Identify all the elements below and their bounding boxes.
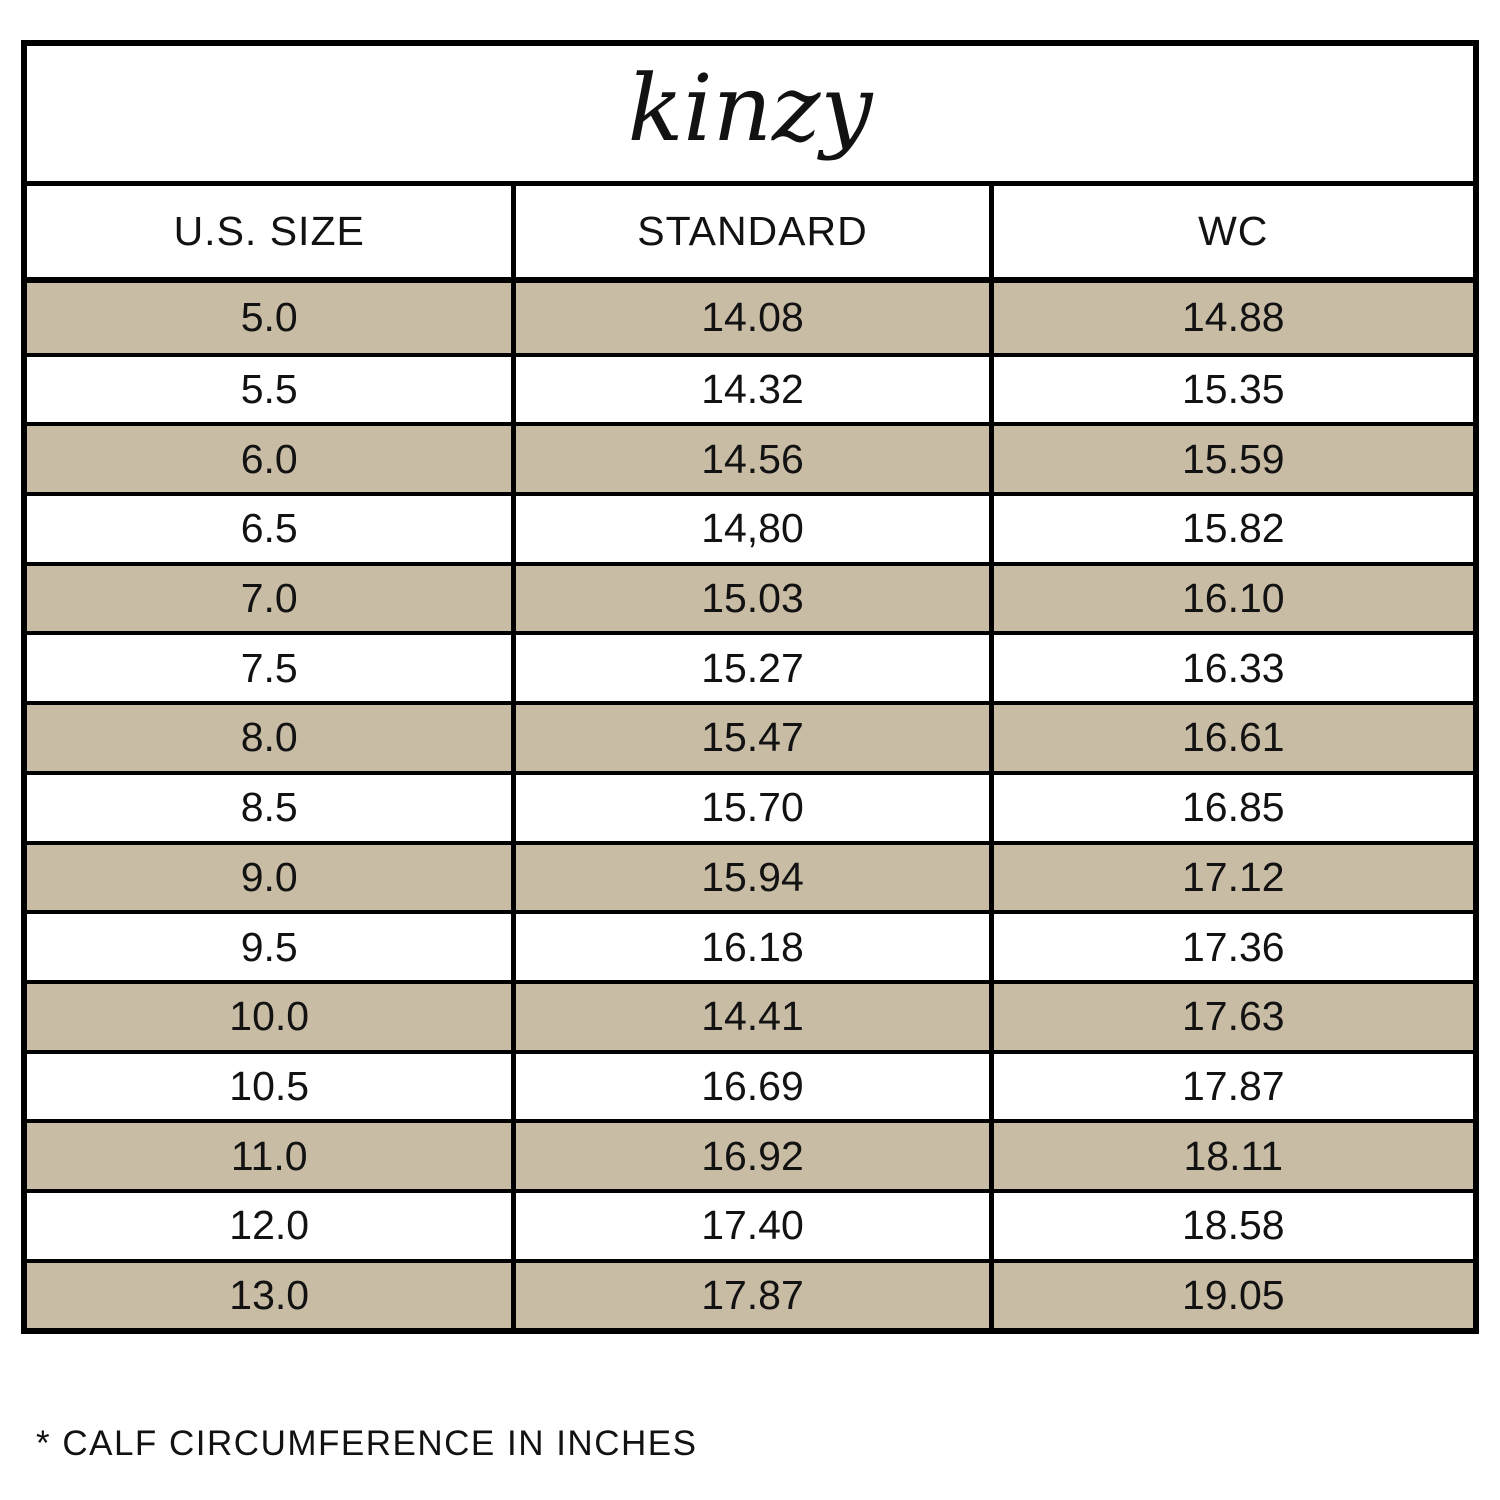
- table-row: [27, 353, 1473, 423]
- table-row: [27, 1119, 1473, 1189]
- table-row: [27, 701, 1473, 771]
- us-size-cell: 6.0: [240, 435, 298, 482]
- standard-cell: 15.03: [511, 566, 988, 632]
- table-row: [27, 841, 1473, 911]
- standard-cell: 16.18: [511, 914, 988, 980]
- standard-cell: 17.40: [511, 1193, 988, 1259]
- standard-cell: 17.87: [511, 1263, 988, 1329]
- table-row: [27, 910, 1473, 980]
- wc-cell: 15.35: [989, 357, 1473, 423]
- table-body: [27, 283, 1473, 1328]
- table-row: [27, 771, 1473, 841]
- wc-cell: 18.58: [989, 1193, 1473, 1259]
- us-size-cell: 7.5: [240, 644, 298, 691]
- us-size-cell: 11.0: [230, 1132, 308, 1179]
- wc-cell: 19.05: [989, 1263, 1473, 1329]
- us-size-cell: 7.0: [240, 575, 298, 622]
- wc-cell: 17.63: [989, 984, 1473, 1050]
- standard-cell: 14.32: [511, 357, 988, 423]
- wc-cell: 16.85: [989, 775, 1473, 841]
- wc-cell: 18.11: [989, 1123, 1473, 1189]
- footnote: * CALF CIRCUMFERENCE IN INCHES: [36, 1424, 698, 1463]
- size-chart-table: [21, 40, 1479, 1334]
- table-row: [27, 283, 1473, 353]
- standard-cell: 14.08: [511, 283, 988, 353]
- us-size-cell: 10.5: [229, 1062, 310, 1109]
- standard-cell: 15.27: [511, 635, 988, 701]
- wc-cell: 15.82: [989, 496, 1473, 562]
- wc-cell: 15.59: [989, 426, 1473, 492]
- column-header-wc: WC: [989, 186, 1473, 277]
- wc-cell: 16.10: [989, 566, 1473, 632]
- table-row: [27, 1050, 1473, 1120]
- wc-cell: 17.87: [989, 1054, 1473, 1120]
- wc-cell: 16.61: [989, 705, 1473, 771]
- wc-cell: 16.33: [989, 635, 1473, 701]
- standard-cell: 14,80: [511, 496, 988, 562]
- column-header-standard: STANDARD: [511, 186, 988, 277]
- table-row: [27, 1259, 1473, 1329]
- us-size-cell: 13.0: [229, 1271, 310, 1318]
- us-size-cell: 5.0: [240, 294, 298, 341]
- wc-cell: 17.36: [989, 914, 1473, 980]
- us-size-cell: 10.0: [229, 993, 310, 1040]
- table-row: [27, 631, 1473, 701]
- wc-cell: 14.88: [989, 283, 1473, 353]
- table-row: [27, 422, 1473, 492]
- table-header-row: [27, 186, 1473, 283]
- us-size-cell: 9.0: [240, 853, 298, 900]
- column-header-us-size: U.S. SIZE: [173, 208, 365, 254]
- wc-cell: 17.12: [989, 845, 1473, 911]
- us-size-cell: 6.5: [240, 505, 298, 552]
- table-row: [27, 562, 1473, 632]
- standard-cell: 15.47: [511, 705, 988, 771]
- us-size-cell: 12.0: [229, 1202, 310, 1249]
- standard-cell: 15.70: [511, 775, 988, 841]
- standard-cell: 14.56: [511, 426, 988, 492]
- table-row: [27, 492, 1473, 562]
- brand-banner: [27, 46, 1473, 186]
- us-size-cell: 8.0: [240, 714, 298, 761]
- standard-cell: 15.94: [511, 845, 988, 911]
- us-size-cell: 9.5: [240, 923, 298, 970]
- us-size-cell: 5.5: [240, 366, 298, 413]
- table-row: [27, 980, 1473, 1050]
- standard-cell: 16.69: [511, 1054, 988, 1120]
- standard-cell: 16.92: [511, 1123, 988, 1189]
- brand-title: kinzy: [627, 54, 873, 162]
- standard-cell: 14.41: [511, 984, 988, 1050]
- table-row: [27, 1189, 1473, 1259]
- us-size-cell: 8.5: [240, 784, 298, 831]
